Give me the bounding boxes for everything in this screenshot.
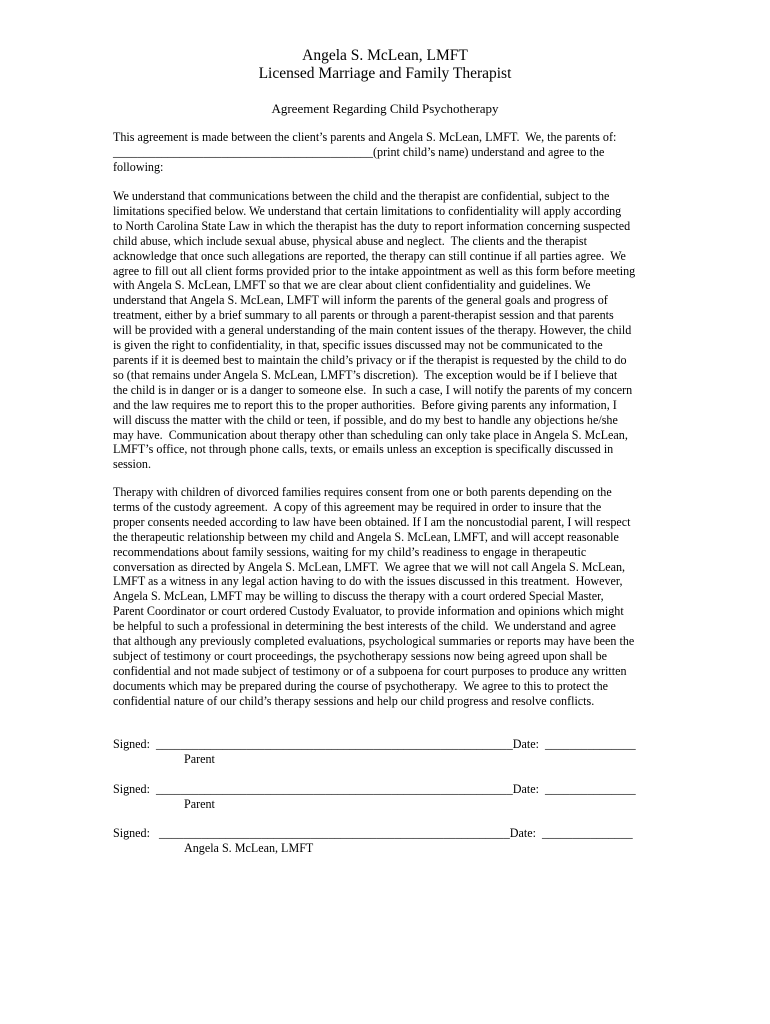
therapist-name: Angela S. McLean, LMFT [302, 47, 468, 64]
signature-line-parent-2: Signed: ___________________________________________________________Date: _______________ [113, 782, 636, 796]
document-title: Agreement Regarding Child Psychotherapy [271, 101, 499, 116]
therapist-title: Licensed Marriage and Family Therapist [258, 65, 512, 82]
signature-role-therapist: Angela S. McLean, LMFT [184, 841, 314, 855]
signature-line-therapist: Signed: __________________________________________________________Date: _______________ [113, 826, 633, 840]
signature-role-parent-1: Parent [184, 752, 215, 766]
intro-paragraph: This agreement is made between the client’s parents and Angela S. McLean, LMFT. We, the parents of: ___________________________________________(print child’s name) understand and agree to the following: [113, 130, 617, 174]
divorced-families-paragraph: Therapy with children of divorced families requires consent from one or both parents depending on the terms of the custody agreement. A copy of this agreement may be required in order to insure that the proper consents needed according to law have been obtained. If I am the noncustodial parent, I will respect the therapeutic relationship between my child and Angela S. McLean, LMFT, and will accept reasonable recommendations about family sessions, waiting for my child’s readiness to engage in therapeutic conversation as directed by Angela S. McLean, LMFT. We agree that we will not call Angela S. McLean, LMFT as a witness in any legal action having to do with the issues discussed in this treatment. However, Angela S. McLean, LMFT may be willing to discuss the therapy with a court ordered Special Master, Parent Coordinator or court ordered Custody Evaluator, to provide information and opinions which might be helpful to such a professional in determining the best interests of the child. We understand and agree that although any previously completed evaluations, psychological summaries or reports may have been the subject of testimony or court proceedings, the psychotherapy sessions now being agreed upon shall be confidential and not made subject of testimony or of a subpoena for court purposes to produce any written documents which may be prepared during the course of psychotherapy. We agree to this to protect the confidential nature of our child’s therapy sessions and help our child progress and resolve conflicts. [113, 485, 635, 708]
signature-line-parent-1: Signed: ___________________________________________________________Date: _______________ [113, 737, 636, 751]
confidentiality-paragraph: We understand that communications between the child and the therapist are confidential, subject to the limitations specified below. We understand that certain limitations to confidentiality will apply according to North Carolina State Law in which the therapist has the duty to report information concerning suspected child abuse, which include sexual abuse, physical abuse and neglect. The clients and the therapist acknowledge that once such allegations are reported, the therapy can still continue if all parties agree. We agree to fill out all client forms provided prior to the intake appointment as well as this form before meeting with Angela S. McLean, LMFT so that we are clear about client confidentiality and guidelines. We understand that Angela S. McLean, LMFT will inform the parents of the general goals and progress of treatment, either by a brief summary to all parents or through a parent-therapist session and that parents will be provided with a general understanding of the main content issues of the therapy. However, the child is given the right to confidentiality, in that, specific issues discussed may not be communicated to the parents if it is deemed best to maintain the child’s privacy or if the therapist is requested by the child to do so (that remains under Angela S. McLean, LMFT’s discretion). The exception would be if I believe that the child is in danger or is a danger to someone else. In such a case, I will notify the parents of my concern and the law requires me to report this to the proper authorities. Before giving parents any information, I will discuss the matter with the child or teen, if possible, and do my best to handle any objections he/she may have. Communication about therapy other than scheduling can only take place in Angela S. McLean, LMFT’s office, not through phone calls, texts, or emails unless an exception is specifically discussed in session. [113, 189, 636, 472]
signature-role-parent-2: Parent [184, 797, 215, 811]
